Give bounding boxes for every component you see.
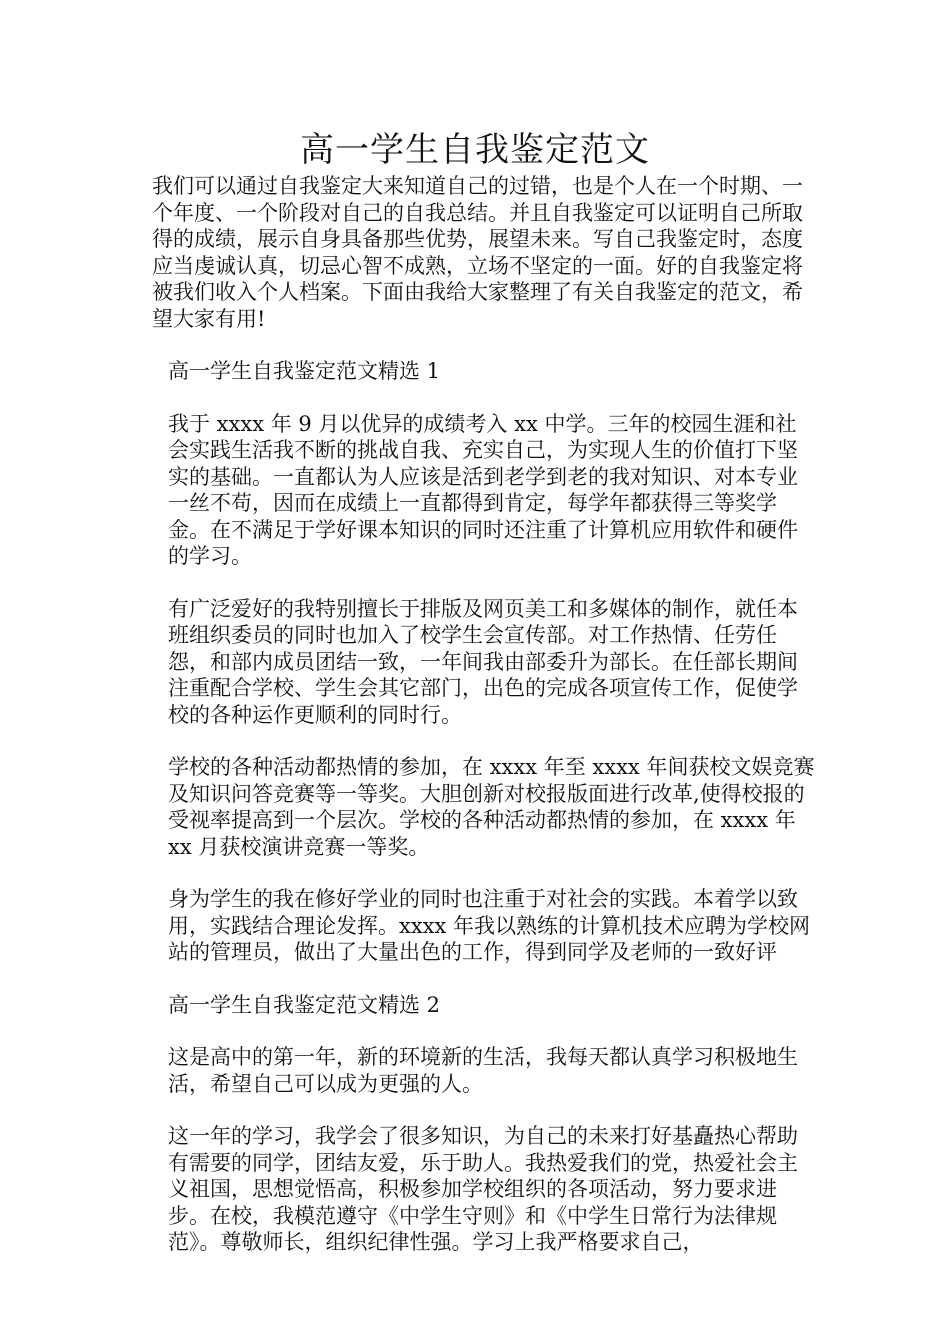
section2-paragraph-2: 这一年的学习，我学会了很多知识，为自己的未来打好基矗热心帮助有需要的同学，团结友爱，乐于助人。我热爱我们的党，热爱社会主义祖国，思想觉悟高，积极参加学校组织的各项活动，努力要求进步。在校，我模范遵守《中学生守则》和《中学生日常行为法律规范》。尊敬师长，组织纪律性强。学习上我严格要求自己， — [168, 1124, 798, 1254]
section-heading-1: 高一学生自我鉴定范文精选 1 — [168, 359, 441, 383]
section1-paragraph-3: 学校的各种活动都热情的参加，在 xxxx 年至 xxxx 年间获校文娱竞赛及知识问答竞赛等一等奖。大胆创新对校报版面进行改革,使得校报的受视率提高到一个层次。学校的各种活动都热情的参加，在 xxxx 年 xx 月获校演讲竞赛一等奖。 — [168, 755, 815, 859]
paragraph-spacer — [144, 728, 816, 754]
section1-paragraph-4: 身为学生的我在修好学业的同时也注重于对社会的实践。本着学以致用，实践结合理论发挥。xxxx 年我以熟练的计算机技术应聘为学校网站的管理员，做出了大量出色的工作，得到同学及老师的一致好评 — [168, 887, 811, 964]
intro-paragraph: 我们可以通过自我鉴定大来知道自己的过错，也是个人在一个时期、一个年度、一个阶段对自己的自我总结。并且自我鉴定可以证明自己所取得的成绩，展示自身具备那些优势，展望未来。写自己我鉴定时，态度应当虔诚认真，切忌心智不成熟，立场不坚定的一面。好的自我鉴定将被我们收入个人档案。下面由我给大家整理了有关自我鉴定的范文，希望大家有用! — [152, 174, 803, 331]
document-body — [144, 173, 816, 1256]
section2-paragraph-1: 这是高中的第一年，新的环境新的生活，我每天都认真学习积极地生活，希望自己可以成为更强的人。 — [168, 1045, 798, 1096]
section1-paragraph-1: 我于 xxxx 年 9 月以优异的成绩考入 xx 中学。三年的校园生涯和社会实践生活我不断的挑战自我、充实自己，为实现人生的价值打下坚实的基础。一直都认为人应该是活到老学到老的我对知识、对本专业一丝不苟，因而在成绩上一直都得到肯定，每学年都获得三等奖学金。在不满足于学好课本知识的同时还注重了计算机应用软件和硬件的学习。 — [168, 411, 798, 568]
section-heading-2: 高一学生自我鉴定范文精选 2 — [168, 992, 441, 1017]
paragraph-spacer — [144, 966, 816, 992]
paragraph-spacer — [144, 1097, 816, 1123]
paragraph-spacer — [144, 332, 816, 358]
paragraph-spacer — [144, 570, 816, 596]
section1-paragraph-2: 有广泛爱好的我特别擅长于排版及网页美工和多媒体的制作，就任本班组织委员的同时也加入了校学生会宣传部。对工作热情、任劳任怨，和部内成员团结一致，一年间我由部委升为部长。在任部长期间注重配合学校、学生会其它部门，出色的完成各项宣传工作，促使学校的各种运作更顺利的同时行。 — [168, 596, 798, 727]
paragraph-spacer — [144, 1018, 816, 1044]
paragraph-spacer — [144, 860, 816, 886]
document-title: 高一学生自我鉴定范文 — [300, 130, 650, 170]
paragraph-spacer — [144, 385, 816, 411]
